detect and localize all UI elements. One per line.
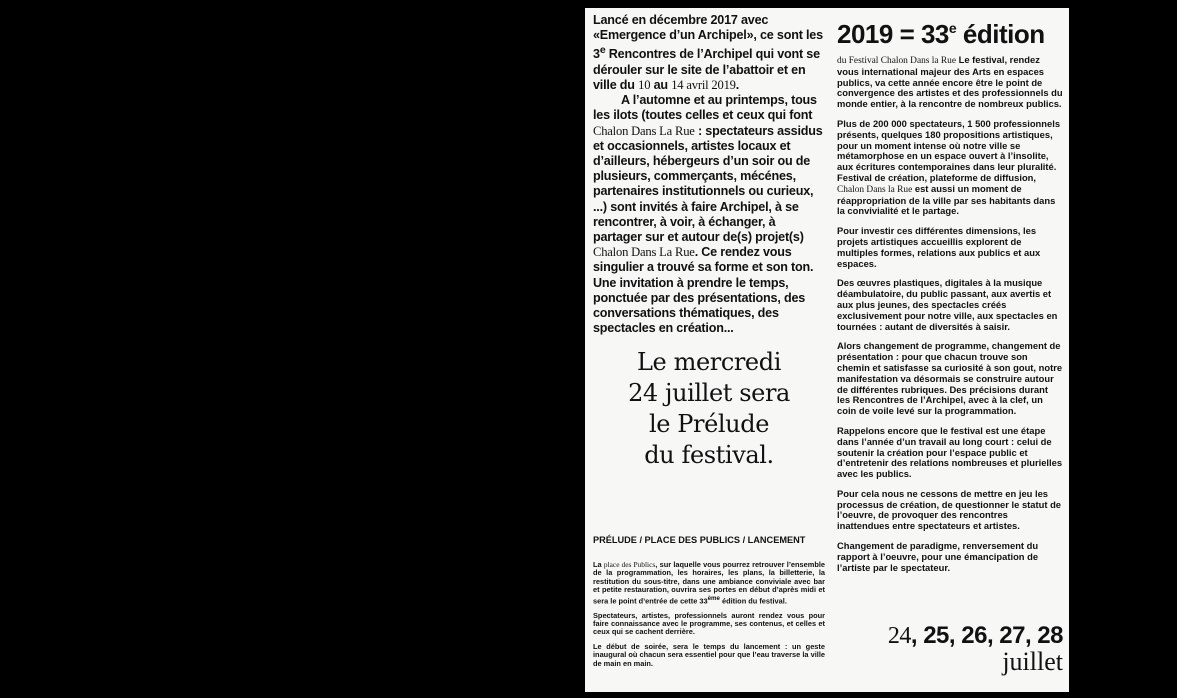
intro-paragraph-1: Lancé en décembre 2017 avec «Emergence d’un Archipel», ce sont les 3e Rencontres de l’Archipel qui vont se dérouler sur le site de l’abattoir et en ville du 10 au 14 avril 2019. [593,13,823,92]
prelude-paragraph-1: La place des Publics, sur laquelle vous pourrez retrouver l’ensemble de la programmation, les horaires, les plans, la billetterie, la restitution du sous-titre, dans une ambiance conviviale avec bar et petite restauration, ouvrira ses portes en début d’après midi et sera le point d’entrée de cette 33ème édition du festival. [593,560,825,606]
edition-paragraph-2: Plus de 200 000 spectateurs, 1 500 professionnels présents, quelques 180 propositions artistiques, pour un moment intense où notre ville se métamorphose en un espace ouvert à l’insolite, aux écritures contemporaines dans leur pluralité. Festival de création, plateforme de diffusion, Chalon Dans la Rue est aussi un moment de réappropriation de la ville par ses habitants dans la convivialité et le partage. [837,117,1061,217]
document-page [585,8,1069,692]
date-numbers: 24, 25, 26, 27, 28 [887,622,1063,649]
left-column [593,13,825,668]
edition-paragraph-7: Pour cela nous ne cessons de mettre en jeu les processus de création, de questionner le statut de l’oeuvre, de provoquer des rencontres inattendues entre spectateurs et artistes. [837,487,1062,532]
edition-title: $2019 = 33^e$ édition [837,19,1045,49]
prelude-paragraph-3: Le début de soirée, sera le temps du lancement : un geste inaugural où chacun sera essentiel pour que l’eau traverse la ville de main en main. [593,641,825,668]
date-month: juillet [1002,647,1063,676]
edition-paragraph-6: Rappelons encore que le festival est une étape dans l’année d’un travail au long court : celui de soutenir la création pour l’espace public et d’entretenir des relations nombreuses et plurielles avec les publics. [837,424,1063,480]
edition-paragraph-4: Des œuvres plastiques, digitales à la musique déambulatoire, du public passant, aux avertis et aux plus jeunes, des spectacles créés exclusivement pour notre ville, aux spectacles en tournées : autant de diversités à saisir. [837,277,1058,332]
intro-text [593,13,825,336]
festival-dates [837,623,1063,675]
prelude-heading: PRÉLUDE / PLACE DES PUBLICS / LANCEMENT [593,535,806,545]
right-column [837,13,1063,676]
edition-paragraph-3: Pour investir ces différentes dimensions, les projets artistiques accueillis explorent de multiples formes, relations aux publics et aux espaces. [837,225,1041,269]
prelude-announcement: Le mercredi 24 juillet sera le Prélude du festival. [628,348,790,469]
edition-paragraph-5: Alors changement de programme, changement de présentation : pour que chacun trouve son chemin et satisfasse sa curiosité à son gout, notre manifestation va désormais se construire autour de différentes rubriques. Des précisions durant les Rencontres de l’Archipel, avec à la clef, un coin de voile levé sur la programmation. [837,340,1063,417]
edition-paragraph-1: du Festival Chalon Dans la Rue Le festival, rendez vous international majeur des Arts en espaces publics, va cette année encore être le point de convergence des artistes et des professionnels du monde entier, à la rencontre de nombreux publics. [837,54,1063,110]
edition-paragraph-8: Changement de paradigme, renversement du rapport à l’oeuvre, pour une émancipation de l’artiste par le spectateur. [837,540,1039,573]
prelude-paragraph-2: Spectateurs, artistes, professionnels auront rendez vous pour faire connaissance avec le programme, ses contenus, et celles et ceux qui se cachent derrière. [593,610,825,637]
prelude-body [593,561,825,674]
intro-paragraph-2: A l’automne et au printemps, tous les ilots (toutes celles et ceux qui font Chalon Dans La Rue : spectateurs assidus et occasionnels, artistes locaux et d’ailleurs, hébergeurs d’un soir ou de plusieurs, commerçants, mécénes, partenaires institutionnels ou curieux, ...) sont invités à faire Archipel, à se rencontrer, à voir, à échanger, à partager sur et autour de(s) projet(s) Chalon Dans La Rue. Ce rendez vous singulier a trouvé sa forme et son ton. Une invitation à prendre le temps, ponctuée par des présentations, des conversations thématiques, des spectacles en création... [593,93,823,336]
